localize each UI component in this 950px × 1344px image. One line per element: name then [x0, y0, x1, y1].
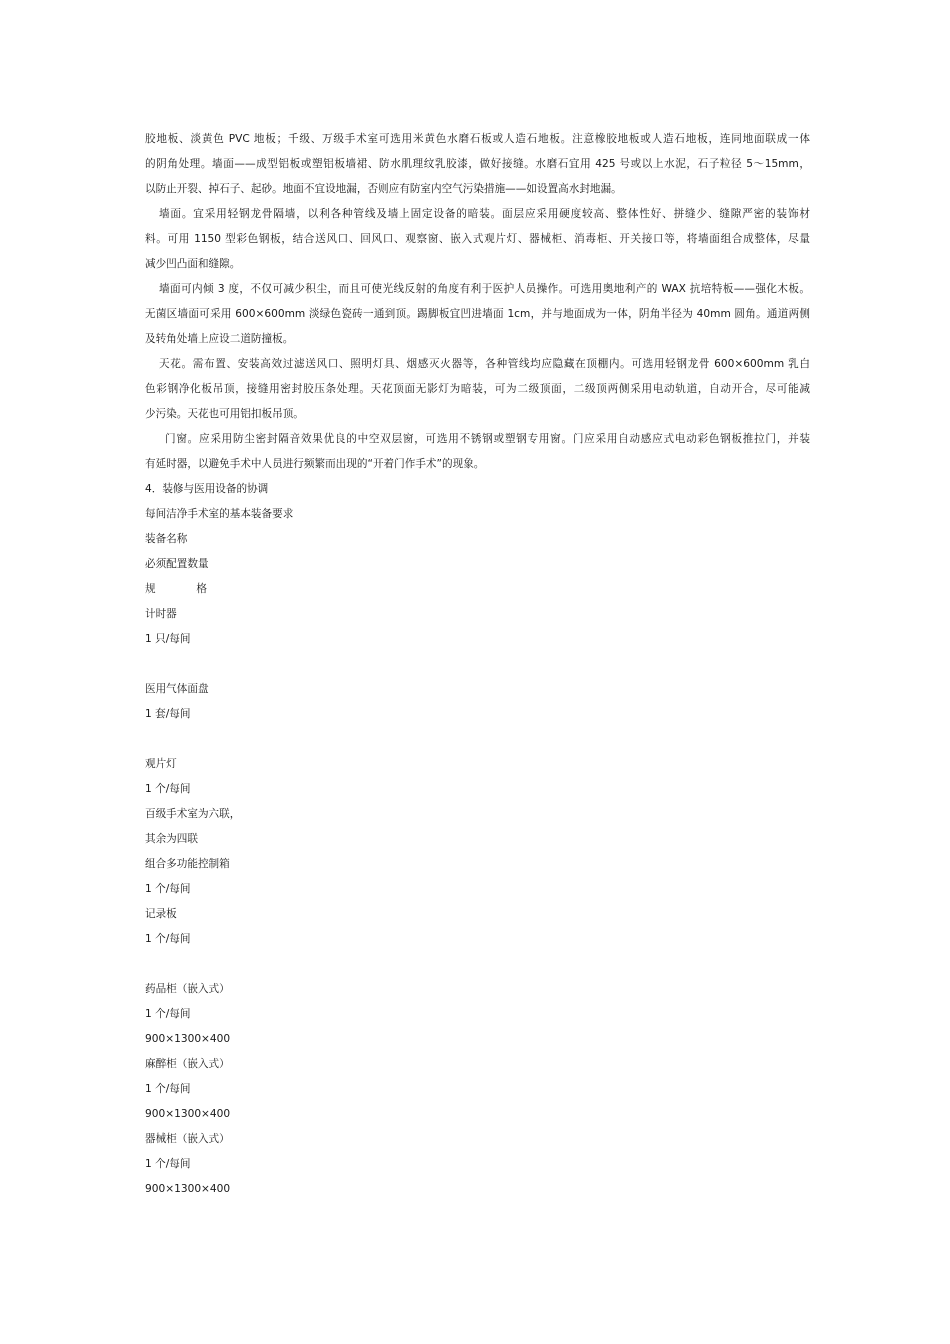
text-line: 有延时器，以避免手术中人员进行频繁而出现的“开着门作手术”的现象。 [145, 458, 485, 470]
text-line: 以防止开裂、掉石子、起砂。地面不宜设地漏，否则应有防室内空气污染措施——如设置高水封地漏。 [145, 183, 622, 195]
equipment-spec: 百级手术室为六联， [145, 808, 241, 820]
document-body [145, 127, 810, 1202]
equipment-name: 组合多功能控制箱 [145, 858, 230, 870]
equipment-quantity: 1 套/每间 [145, 708, 191, 720]
equipment-quantity: 1 个/每间 [145, 933, 191, 945]
header-spec-char: 规 [145, 583, 156, 595]
paragraph-ceiling [145, 352, 810, 427]
text-line: 胶地板、淡黄色 PVC 地板；千级、万级手术室可选用米黄色水磨石板或人造石地板。注意橡胶地板或人造石地板，连同地面联成一体 [145, 133, 810, 145]
equipment-name: 器械柜（嵌入式） [145, 1133, 230, 1145]
empty-spec [145, 652, 810, 677]
paragraph-wall-incline [145, 277, 810, 352]
equipment-quantity: 1 个/每间 [145, 1008, 191, 1020]
section-heading: 4．装修与医用设备的协调 [145, 483, 269, 495]
empty-spec [145, 952, 810, 977]
equipment-name: 记录板 [145, 908, 177, 920]
text-line: 墙面可内倾 3 度，不仅可减少积尘，而且可使光线反射的角度有利于医护人员操作。可选用奥地利产的 WAX 抗培特板——强化木板。 [159, 283, 810, 295]
text-line: 及转角处墙上应设二道防撞板。 [145, 333, 294, 345]
equipment-quantity: 1 个/每间 [145, 1083, 191, 1095]
text-line: 料。可用 1150 型彩色钢板，结合送风口、回风口、观察窗、嵌入式观片灯、器械柜、消毒柜、开关接口等，将墙面组合成整体，尽量 [145, 233, 810, 245]
paragraph-walls [145, 202, 810, 277]
header-equipment-name: 装备名称 [145, 533, 188, 545]
equipment-name: 麻醉柜（嵌入式） [145, 1058, 230, 1070]
equipment-spec: 900×1300×400 [145, 1108, 231, 1120]
equipment-name: 计时器 [145, 608, 177, 620]
text-line: 减少凹凸面和缝隙。 [145, 258, 241, 270]
text-line: 少污染。天花也可用铝扣板吊顶。 [145, 408, 304, 420]
equipment-spec: 900×1300×400 [145, 1183, 231, 1195]
equipment-quantity: 1 个/每间 [145, 783, 191, 795]
text-line: 门窗。应采用防尘密封隔音效果优良的中空双层窗，可选用不锈钢或塑钢专用窗。门应采用自动感应式电动彩色钢板推拉门，并装 [165, 433, 810, 445]
equipment-quantity: 1 个/每间 [145, 883, 191, 895]
equipment-name: 观片灯 [145, 758, 177, 770]
equipment-name: 药品柜（嵌入式） [145, 983, 230, 995]
text-line: 天花。需布置、安装高效过滤送风口、照明灯具、烟感灭火器等，各种管线均应隐藏在顶棚内。可选用轻钢龙骨 600×600mm 乳白 [159, 358, 810, 370]
text-line: 无菌区墙面可采用 600×600mm 淡绿色瓷砖一通到顶。踢脚板宜凹进墙面 1cm，并与地面成为一体，阴角半径为 40mm 圆角。通道两侧 [145, 308, 810, 320]
header-specification [145, 577, 207, 602]
text-line: 色彩钢净化板吊顶，接缝用密封胶压条处理。天花顶面无影灯为暗装，可为二级顶面，二级顶两侧采用电动轨道，自动开合，尽可能减 [145, 383, 810, 395]
header-spec-char: 格 [196, 583, 207, 595]
paragraph-floor [145, 127, 810, 202]
equipment-spec: 其余为四联 [145, 833, 198, 845]
header-required-quantity: 必须配置数量 [145, 558, 209, 570]
equipment-spec: 900×1300×400 [145, 1033, 231, 1045]
equipment-name: 医用气体面盘 [145, 683, 209, 695]
text-line: 的阴角处理。墙面——成型铝板或塑铝板墙裙、防水肌理纹乳胶漆，做好接缝。水磨石宜用 425 号或以上水泥，石子粒径 5～15mm， [145, 158, 810, 170]
empty-spec [145, 727, 810, 752]
paragraph-doors-windows [145, 427, 810, 477]
equipment-quantity: 1 只/每间 [145, 633, 191, 645]
equipment-quantity: 1 个/每间 [145, 1158, 191, 1170]
table-title: 每间洁净手术室的基本装备要求 [145, 508, 294, 520]
text-line: 墙面。宜采用轻钢龙骨隔墙，以利各种管线及墙上固定设备的暗装。面层应采用硬度较高、整体性好、拼缝少、缝隙严密的装饰材 [159, 208, 810, 220]
